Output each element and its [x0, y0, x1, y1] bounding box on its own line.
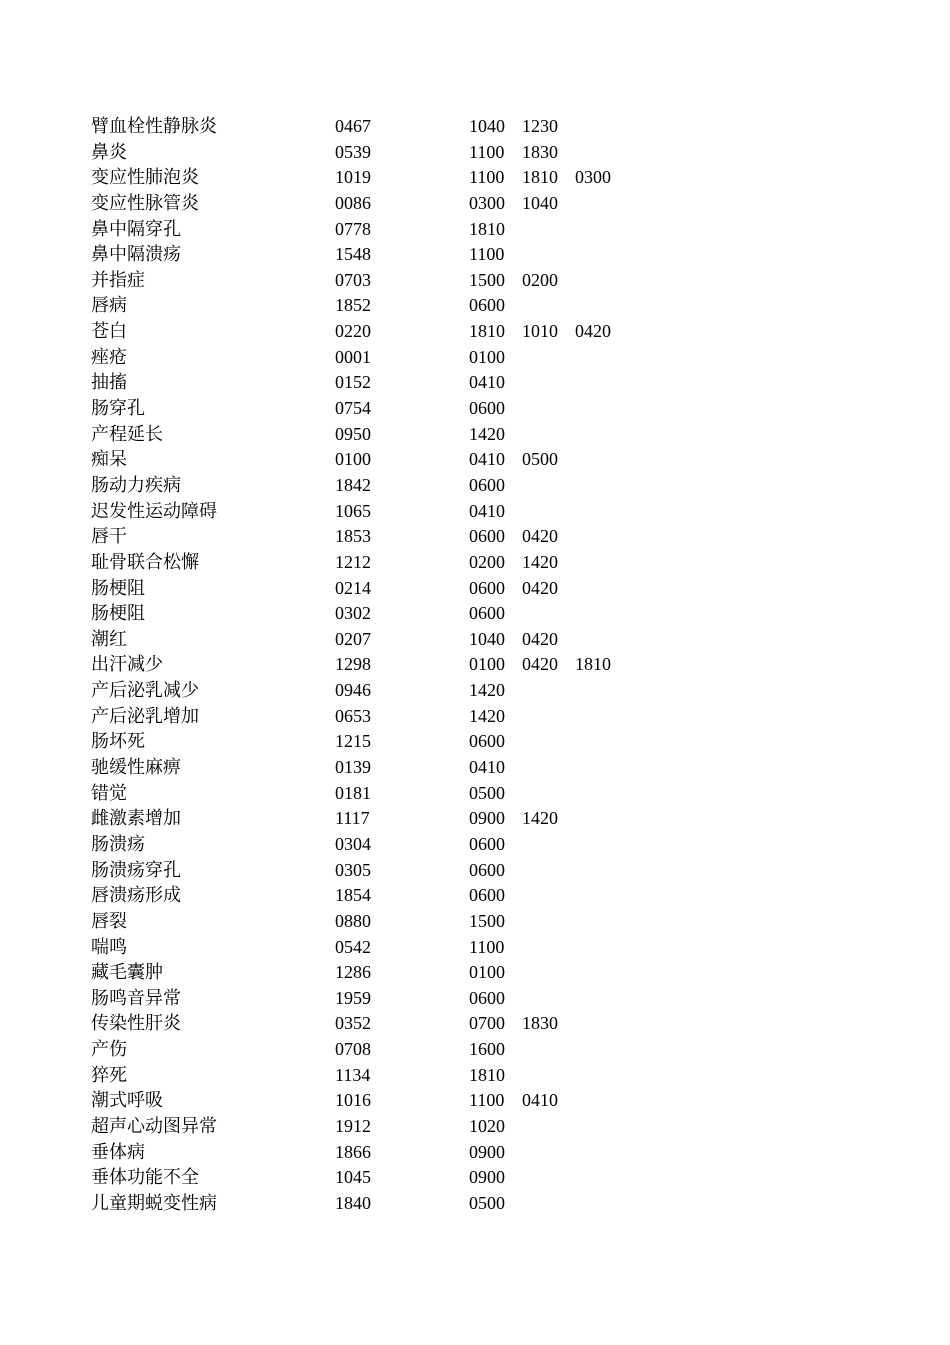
term-code: 1866 — [335, 1141, 371, 1162]
term-ref-code: 1420 — [469, 680, 505, 701]
term-row — [91, 447, 891, 473]
term-row — [91, 319, 891, 345]
term-ref-code: 1230 — [522, 116, 558, 136]
term-ref-code: 0600 — [469, 731, 505, 752]
term-row — [91, 1191, 891, 1217]
term-code: 1045 — [335, 1167, 371, 1188]
term-name: 肠梗阻 — [91, 603, 145, 625]
term-ref-code: 0500 — [522, 449, 558, 470]
term-ref-code: 1500 — [469, 269, 505, 290]
term-ref-code: 0600 — [469, 398, 505, 419]
term-name: 藏毛囊肿 — [91, 962, 163, 984]
term-row — [91, 396, 891, 422]
term-ref-code: 0100 — [469, 962, 505, 983]
term-row — [91, 1063, 891, 1089]
term-code: 1548 — [335, 244, 371, 265]
term-ref-code: 0600 — [469, 295, 505, 316]
term-code: 1016 — [335, 1090, 371, 1111]
term-row — [91, 755, 891, 781]
term-ref-code: 1100 — [469, 244, 505, 265]
term-row — [91, 165, 891, 191]
term-code: 1854 — [335, 885, 371, 906]
term-ref-code: 1100 — [469, 167, 505, 188]
term-name: 产后泌乳增加 — [91, 705, 199, 727]
term-code: 1286 — [335, 962, 371, 983]
term-name: 超声心动图异常 — [91, 1115, 217, 1137]
term-name: 并指症 — [91, 269, 145, 291]
term-name: 肠坏死 — [91, 731, 145, 753]
term-row — [91, 1165, 891, 1191]
term-ref-code: 1420 — [469, 705, 505, 726]
term-name: 鼻炎 — [91, 141, 127, 163]
term-ref-code: 0500 — [469, 782, 505, 803]
term-ref-code: 0600 — [469, 833, 505, 854]
term-code: 0542 — [335, 936, 371, 957]
term-name: 出汗减少 — [91, 654, 163, 676]
term-row — [91, 499, 891, 525]
term-code: 0754 — [335, 398, 371, 419]
term-name: 唇裂 — [91, 910, 127, 932]
term-row — [91, 550, 891, 576]
term-ref-code: 1100 — [469, 1090, 505, 1111]
term-row — [91, 1088, 891, 1114]
term-code: 0181 — [335, 782, 371, 803]
term-code: 0778 — [335, 218, 371, 239]
term-name: 鼻中隔穿孔 — [91, 218, 181, 240]
term-row — [91, 293, 891, 319]
term-name: 苍白 — [91, 321, 127, 343]
term-row — [91, 960, 891, 986]
term-row — [91, 909, 891, 935]
term-ref-code: 0420 — [522, 628, 558, 649]
term-ref-code: 0410 — [522, 1090, 558, 1111]
term-row — [91, 652, 891, 678]
term-row — [91, 1011, 891, 1037]
term-code: 1959 — [335, 987, 371, 1008]
term-name: 唇病 — [91, 295, 127, 317]
term-name: 唇干 — [91, 526, 127, 548]
term-ref-code: 1010 — [522, 321, 558, 342]
term-name: 肠溃疡穿孔 — [91, 859, 181, 881]
term-ref-code: 1420 — [522, 808, 558, 829]
term-name: 产程延长 — [91, 423, 163, 445]
term-ref-code: 1420 — [469, 423, 505, 444]
term-ref-code: 1040 — [469, 116, 505, 136]
term-ref-code: 1810 — [522, 167, 558, 188]
term-code: 1215 — [335, 731, 371, 752]
term-name: 潮式呼吸 — [91, 1090, 163, 1112]
term-ref-code: 1500 — [469, 910, 505, 931]
term-code: 0950 — [335, 423, 371, 444]
term-name: 垂体病 — [91, 1141, 145, 1163]
term-name: 迟发性运动障碍 — [91, 500, 217, 522]
term-row — [91, 986, 891, 1012]
term-code: 0305 — [335, 859, 371, 880]
term-row — [91, 114, 891, 140]
term-ref-code: 0300 — [575, 167, 611, 188]
term-code: 0708 — [335, 1039, 371, 1060]
term-ref-code: 0600 — [469, 859, 505, 880]
term-ref-code: 1830 — [522, 141, 558, 162]
term-ref-code: 0600 — [469, 577, 505, 598]
term-name: 产伤 — [91, 1039, 127, 1061]
term-name: 错觉 — [91, 782, 127, 804]
term-name: 抽搐 — [91, 372, 127, 394]
term-row — [91, 1037, 891, 1063]
term-code: 1134 — [335, 1064, 371, 1085]
term-name: 痤疮 — [91, 346, 127, 368]
term-code: 0220 — [335, 321, 371, 342]
term-row — [91, 473, 891, 499]
term-ref-code: 1040 — [469, 628, 505, 649]
term-ref-code: 0100 — [469, 346, 505, 367]
term-name: 肠动力疾病 — [91, 474, 181, 496]
term-code: 1842 — [335, 474, 371, 495]
term-ref-code: 0900 — [469, 1167, 505, 1188]
term-name: 儿童期蜕变性病 — [91, 1192, 217, 1214]
term-ref-code: 0100 — [469, 654, 505, 675]
term-name: 产后泌乳减少 — [91, 680, 199, 702]
term-code: 0001 — [335, 346, 371, 367]
term-name: 唇溃疡形成 — [91, 885, 181, 907]
term-ref-code: 1810 — [469, 321, 505, 342]
term-name: 驰缓性麻痹 — [91, 757, 181, 779]
term-name: 肠鸣音异常 — [91, 987, 181, 1009]
term-code: 0139 — [335, 757, 371, 778]
term-ref-code: 0420 — [522, 654, 558, 675]
term-code: 0304 — [335, 833, 371, 854]
term-ref-code: 0900 — [469, 1141, 505, 1162]
term-ref-code: 0200 — [522, 269, 558, 290]
term-ref-code: 0600 — [469, 885, 505, 906]
term-ref-code: 0420 — [522, 526, 558, 547]
term-code: 0539 — [335, 141, 371, 162]
term-code: 1840 — [335, 1192, 371, 1213]
term-row — [91, 704, 891, 730]
term-name: 垂体功能不全 — [91, 1167, 199, 1189]
term-row — [91, 678, 891, 704]
term-ref-code: 0600 — [469, 526, 505, 547]
term-name: 变应性脉管炎 — [91, 192, 199, 214]
term-name: 鼻中隔溃疡 — [91, 244, 181, 266]
term-code: 1298 — [335, 654, 371, 675]
term-ref-code: 1100 — [469, 141, 505, 162]
term-row — [91, 781, 891, 807]
term-row — [91, 1140, 891, 1166]
term-row — [91, 806, 891, 832]
term-ref-code: 0420 — [575, 321, 611, 342]
term-code: 1212 — [335, 551, 371, 572]
term-ref-code: 1600 — [469, 1039, 505, 1060]
term-code: 1912 — [335, 1115, 371, 1136]
term-code: 0880 — [335, 910, 371, 931]
term-ref-code: 1810 — [469, 218, 505, 239]
term-name: 痴呆 — [91, 449, 127, 471]
term-code: 0946 — [335, 680, 371, 701]
term-row — [91, 140, 891, 166]
term-ref-code: 0600 — [469, 603, 505, 624]
term-ref-code: 1040 — [522, 192, 558, 213]
term-row — [91, 627, 891, 653]
term-list — [91, 114, 891, 1217]
term-code: 0467 — [335, 116, 371, 136]
term-ref-code: 1810 — [575, 654, 611, 675]
term-ref-code: 0600 — [469, 987, 505, 1008]
term-code: 0207 — [335, 628, 371, 649]
term-ref-code: 1810 — [469, 1064, 505, 1085]
term-row — [91, 268, 891, 294]
term-code: 0352 — [335, 1013, 371, 1034]
term-code: 0703 — [335, 269, 371, 290]
term-name: 肠溃疡 — [91, 833, 145, 855]
term-code: 0152 — [335, 372, 371, 393]
term-row — [91, 729, 891, 755]
term-name: 臂血栓性静脉炎 — [91, 116, 217, 137]
term-code: 1019 — [335, 167, 371, 188]
term-row — [91, 345, 891, 371]
term-name: 肠穿孔 — [91, 398, 145, 420]
term-row — [91, 858, 891, 884]
term-code: 1065 — [335, 500, 371, 521]
term-row — [91, 370, 891, 396]
term-row — [91, 191, 891, 217]
term-ref-code: 0410 — [469, 449, 505, 470]
term-code: 0086 — [335, 192, 371, 213]
term-row — [91, 422, 891, 448]
term-name: 耻骨联合松懈 — [91, 551, 199, 573]
term-code: 0100 — [335, 449, 371, 470]
term-ref-code: 0900 — [469, 808, 505, 829]
term-row — [91, 217, 891, 243]
term-ref-code: 0700 — [469, 1013, 505, 1034]
term-row — [91, 1114, 891, 1140]
term-code: 1853 — [335, 526, 371, 547]
term-ref-code: 0420 — [522, 577, 558, 598]
term-name: 潮红 — [91, 628, 127, 650]
term-name: 变应性肺泡炎 — [91, 167, 199, 189]
term-name: 喘鸣 — [91, 936, 127, 958]
term-ref-code: 1420 — [522, 551, 558, 572]
term-row — [91, 935, 891, 961]
term-ref-code: 0200 — [469, 551, 505, 572]
term-code: 1117 — [335, 808, 370, 829]
term-row — [91, 524, 891, 550]
term-row — [91, 576, 891, 602]
term-ref-code: 1020 — [469, 1115, 505, 1136]
term-ref-code: 1100 — [469, 936, 505, 957]
term-ref-code: 0600 — [469, 474, 505, 495]
term-name: 雌激素增加 — [91, 808, 181, 830]
term-name: 传染性肝炎 — [91, 1013, 181, 1035]
term-ref-code: 0410 — [469, 757, 505, 778]
term-ref-code: 0410 — [469, 500, 505, 521]
term-ref-code: 1830 — [522, 1013, 558, 1034]
term-ref-code: 0500 — [469, 1192, 505, 1213]
term-ref-code: 0410 — [469, 372, 505, 393]
term-row — [91, 242, 891, 268]
term-code: 1852 — [335, 295, 371, 316]
term-code: 0653 — [335, 705, 371, 726]
term-ref-code: 0300 — [469, 192, 505, 213]
term-code: 0214 — [335, 577, 371, 598]
term-row — [91, 883, 891, 909]
term-name: 猝死 — [91, 1064, 127, 1086]
term-row — [91, 832, 891, 858]
term-name: 肠梗阻 — [91, 577, 145, 599]
term-row — [91, 601, 891, 627]
term-code: 0302 — [335, 603, 371, 624]
